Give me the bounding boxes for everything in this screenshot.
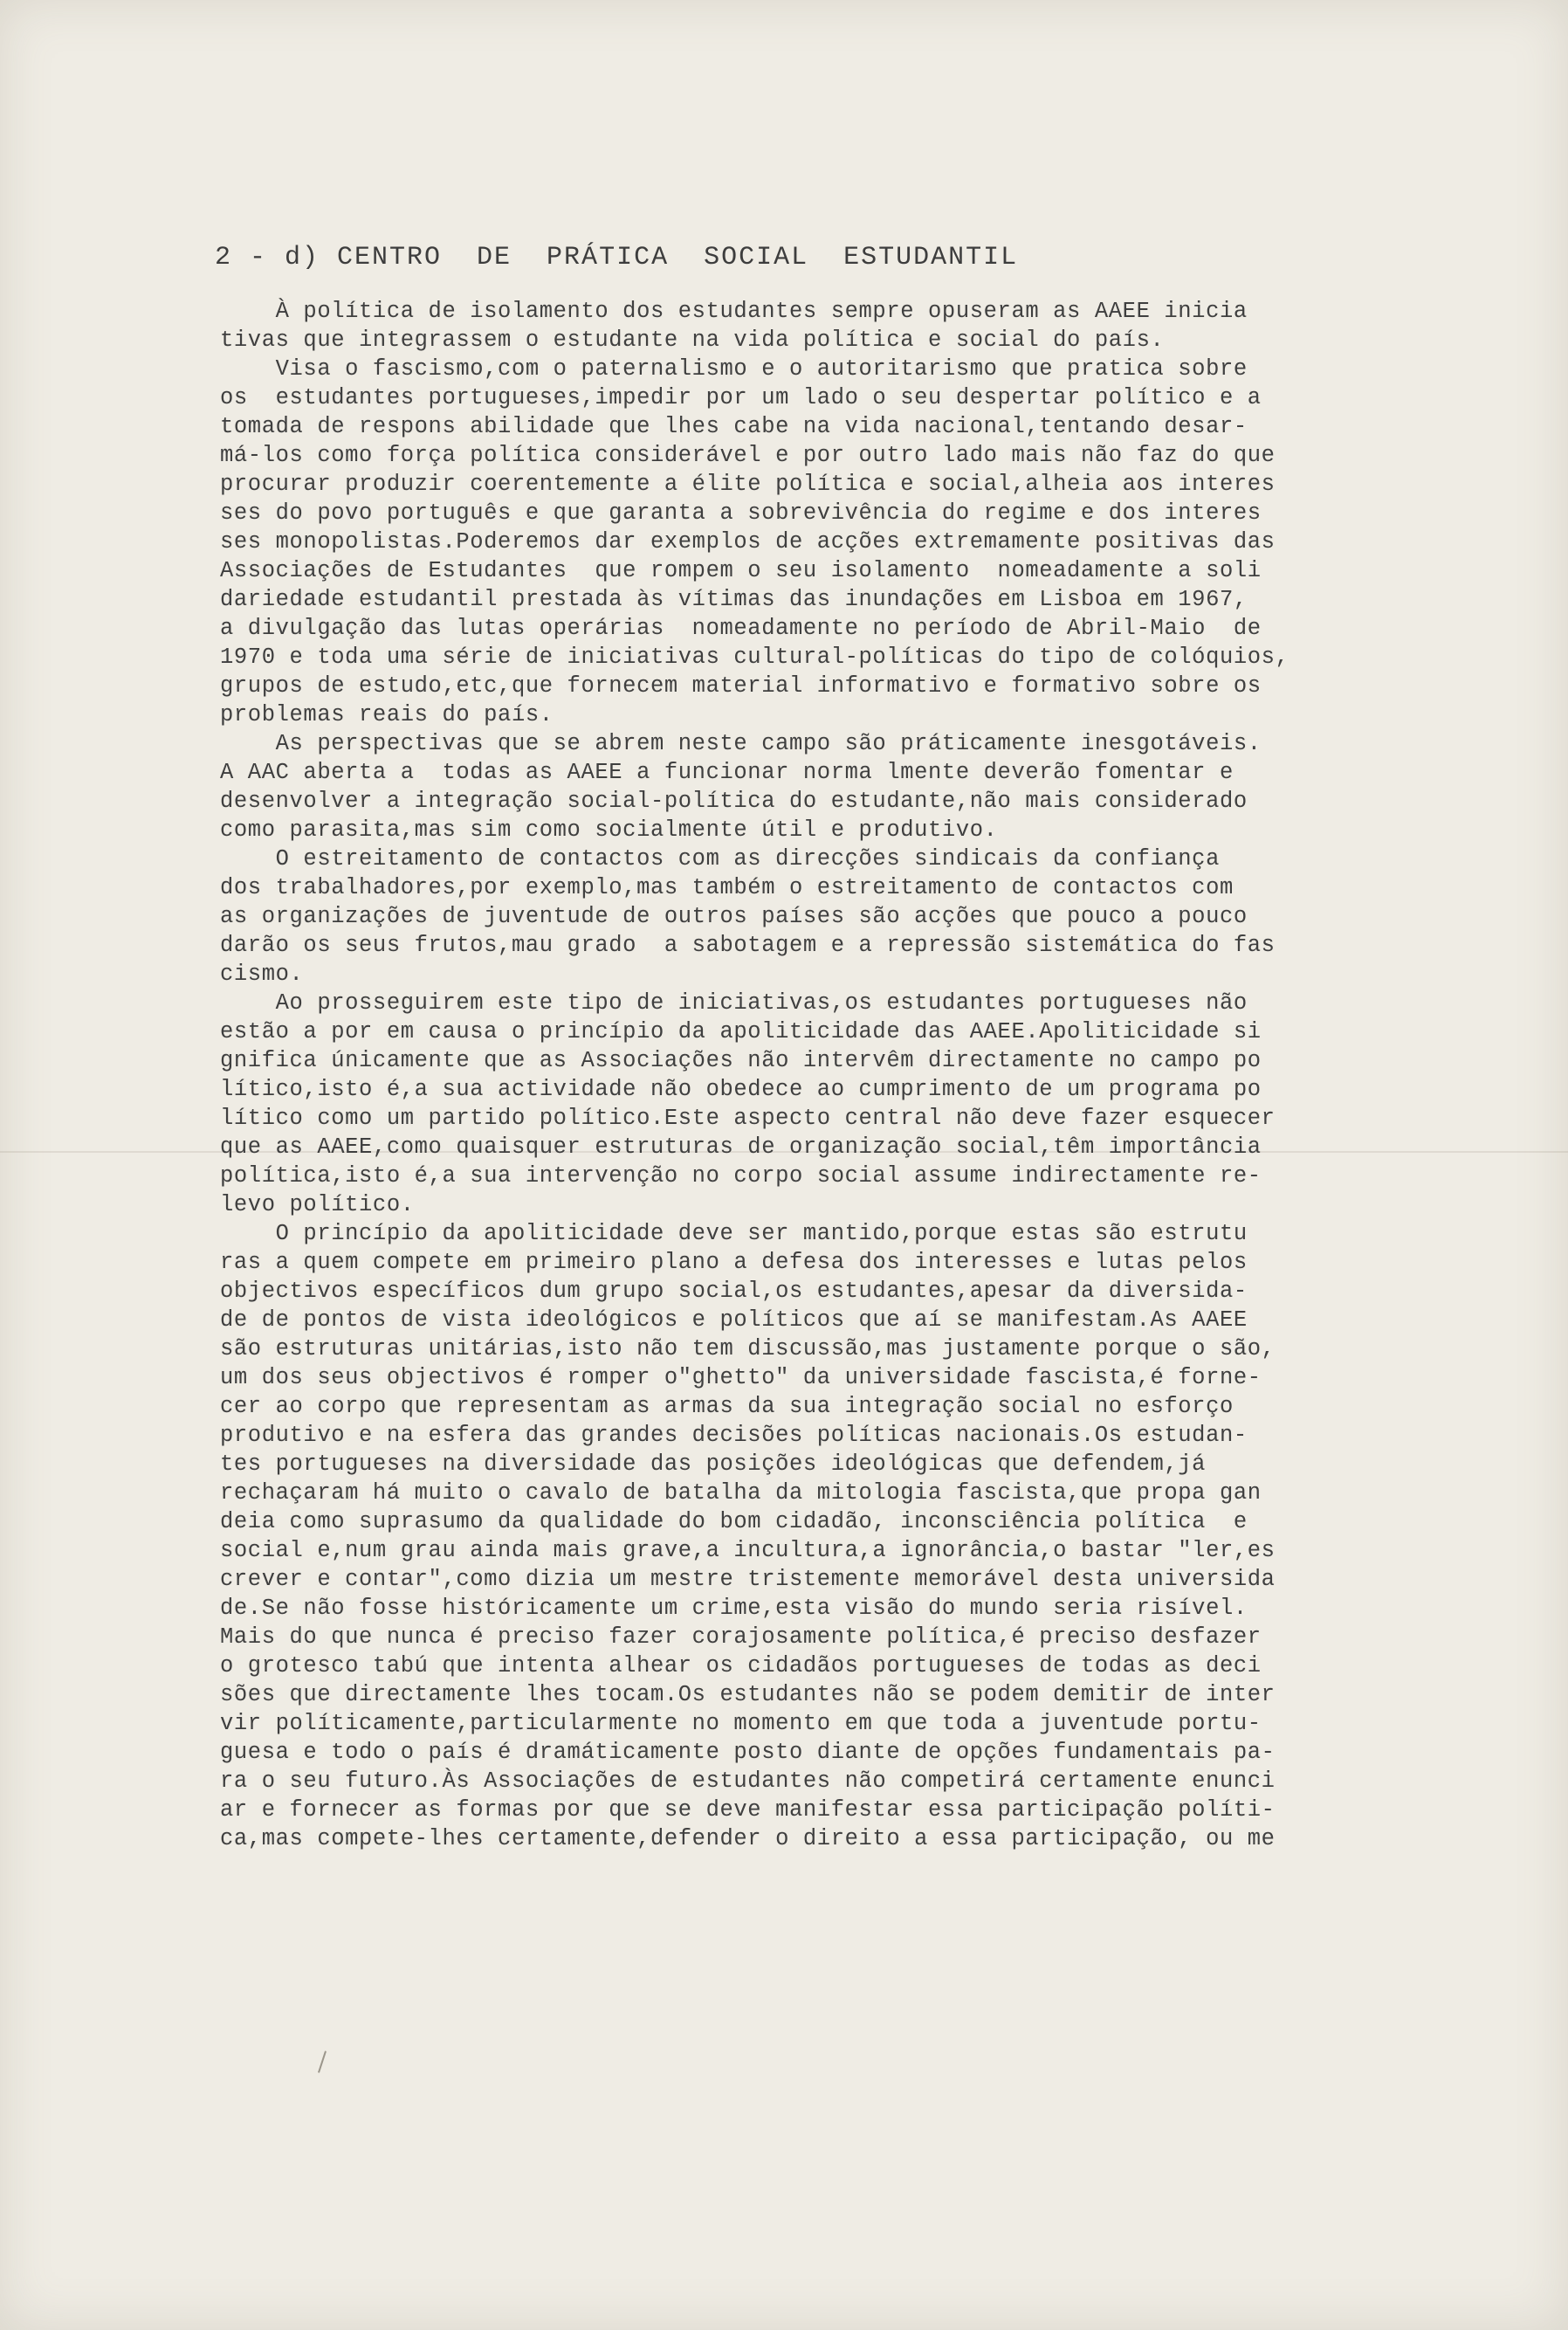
text-line: O princípio da apoliticidade deve ser mantido,porque estas são estrutu: [220, 1221, 1248, 1246]
text-line: desenvolver a integração social-política do estudante,não mais considerado: [220, 789, 1248, 814]
body-text: [220, 297, 1407, 1853]
text-line: rechaçaram há muito o cavalo de batalha da mitologia fascista,que propa gan: [220, 1480, 1262, 1506]
text-line: O estreitamento de contactos com as direcções sindicais da confiança: [220, 846, 1220, 872]
text-line: são estruturas unitárias,isto não tem discussão,mas justamente porque o são,: [220, 1336, 1276, 1361]
text-line: lítico como um partido político.Este aspecto central não deve fazer esquecer: [220, 1106, 1276, 1131]
text-line: vir políticamente,particularmente no momento em que toda a juventude portu-: [220, 1711, 1262, 1736]
text-line: dos trabalhadores,por exemplo,mas também o estreitamento de contactos com: [220, 875, 1234, 900]
text-line: Mais do que nunca é preciso fazer corajosamente política,é preciso desfazer: [220, 1624, 1262, 1650]
section-heading: 2 - d) CENTRO DE PRÁTICA SOCIAL ESTUDANTIL: [215, 243, 1019, 272]
text-line: levo político.: [220, 1192, 415, 1217]
text-line: Ao prosseguirem este tipo de iniciativas,os estudantes portugueses não: [220, 990, 1248, 1016]
text-line: gnifica únicamente que as Associações não intervêm directamente no campo po: [220, 1048, 1262, 1073]
text-line: o grotesco tabú que intenta alhear os cidadãos portugueses de todas as deci: [220, 1653, 1262, 1679]
text-line: À política de isolamento dos estudantes sempre opuseram as AAEE inicia: [220, 299, 1248, 324]
text-line: deia como suprasumo da qualidade do bom cidadão, inconsciência política e: [220, 1509, 1248, 1534]
text-line: como parasita,mas sim como socialmente útil e produtivo.: [220, 817, 998, 843]
text-line: objectivos específicos dum grupo social,os estudantes,apesar da diversida-: [220, 1279, 1248, 1304]
text-line: 1970 e toda uma série de iniciativas cultural-políticas do tipo de colóquios,: [220, 645, 1289, 670]
text-line: crever e contar",como dizia um mestre tristemente memorável desta universida: [220, 1567, 1276, 1592]
text-line: má-los como força política considerável e por outro lado mais não faz do que: [220, 443, 1276, 468]
text-line: de de pontos de vista ideológicos e políticos que aí se manifestam.As AAEE: [220, 1307, 1248, 1333]
text-line: ses monopolistas.Poderemos dar exemplos de acções extremamente positivas das: [220, 529, 1276, 555]
text-line: social e,num grau ainda mais grave,a incultura,a ignorância,o bastar "ler,es: [220, 1538, 1276, 1563]
text-line: problemas reais do país.: [220, 702, 554, 727]
text-line: sões que directamente lhes tocam.Os estudantes não se podem demitir de inter: [220, 1682, 1276, 1707]
text-line: de.Se não fosse históricamente um crime,esta visão do mundo seria risível.: [220, 1596, 1248, 1621]
text-line: lítico,isto é,a sua actividade não obedece ao cumprimento de um programa po: [220, 1077, 1262, 1102]
text-line: tes portugueses na diversidade das posições ideológicas que defendem,já: [220, 1451, 1207, 1477]
text-line: tomada de respons abilidade que lhes cabe na vida nacional,tentando desar-: [220, 414, 1248, 439]
text-line: As perspectivas que se abrem neste campo são práticamente inesgotáveis.: [220, 731, 1262, 756]
text-line: ca,mas compete-lhes certamente,defender o direito a essa participação, ou me: [220, 1826, 1276, 1851]
text-line: produtivo e na esfera das grandes decisões políticas nacionais.Os estudan-: [220, 1423, 1248, 1448]
text-line: Visa o fascismo,com o paternalismo e o autoritarismo que pratica sobre: [220, 356, 1248, 382]
text-line: Associações de Estudantes que rompem o seu isolamento nomeadamente a soli: [220, 558, 1262, 583]
text-line: guesa e todo o país é dramáticamente posto diante de opções fundamentais pa-: [220, 1740, 1276, 1765]
text-line: darão os seus frutos,mau grado a sabotagem e a repressão sistemática do fas: [220, 933, 1276, 958]
text-line: A AAC aberta a todas as AAEE a funcionar norma lmente deverão fomentar e: [220, 760, 1234, 785]
text-line: a divulgação das lutas operárias nomeadamente no período de Abril-Maio de: [220, 616, 1262, 641]
text-line: estão a por em causa o princípio da apoliticidade das AAEE.Apoliticidade si: [220, 1019, 1262, 1044]
text-line: dariedade estudantil prestada às vítimas das inundações em Lisboa em 1967,: [220, 587, 1248, 612]
text-line: política,isto é,a sua intervenção no corpo social assume indirectamente re-: [220, 1163, 1262, 1189]
text-line: cer ao corpo que representam as armas da sua integração social no esforço: [220, 1394, 1234, 1419]
text-line: grupos de estudo,etc,que fornecem material informativo e formativo sobre os: [220, 673, 1262, 699]
pen-mark: [318, 2051, 327, 2072]
text-line: ar e fornecer as formas por que se deve manifestar essa participação políti-: [220, 1797, 1276, 1823]
text-line: as organizações de juventude de outros países são acções que pouco a pouco: [220, 904, 1248, 929]
text-line: procurar produzir coerentemente a élite política e social,alheia aos interes: [220, 472, 1276, 497]
text-line: tivas que integrassem o estudante na vida política e social do país.: [220, 327, 1165, 353]
text-line: os estudantes portugueses,impedir por um lado o seu despertar político e a: [220, 385, 1262, 410]
text-line: ses do povo português e que garanta a sobrevivência do regime e dos interes: [220, 500, 1262, 526]
text-line: cismo.: [220, 962, 304, 987]
text-line: que as AAEE,como quaisquer estruturas de organização social,têm importância: [220, 1134, 1262, 1160]
text-line: um dos seus objectivos é romper o"ghetto" da universidade fascista,é forne-: [220, 1365, 1262, 1390]
text-line: ra o seu futuro.Às Associações de estudantes não competirá certamente enunci: [220, 1768, 1276, 1794]
text-line: ras a quem compete em primeiro plano a defesa dos interesses e lutas pelos: [220, 1250, 1248, 1275]
